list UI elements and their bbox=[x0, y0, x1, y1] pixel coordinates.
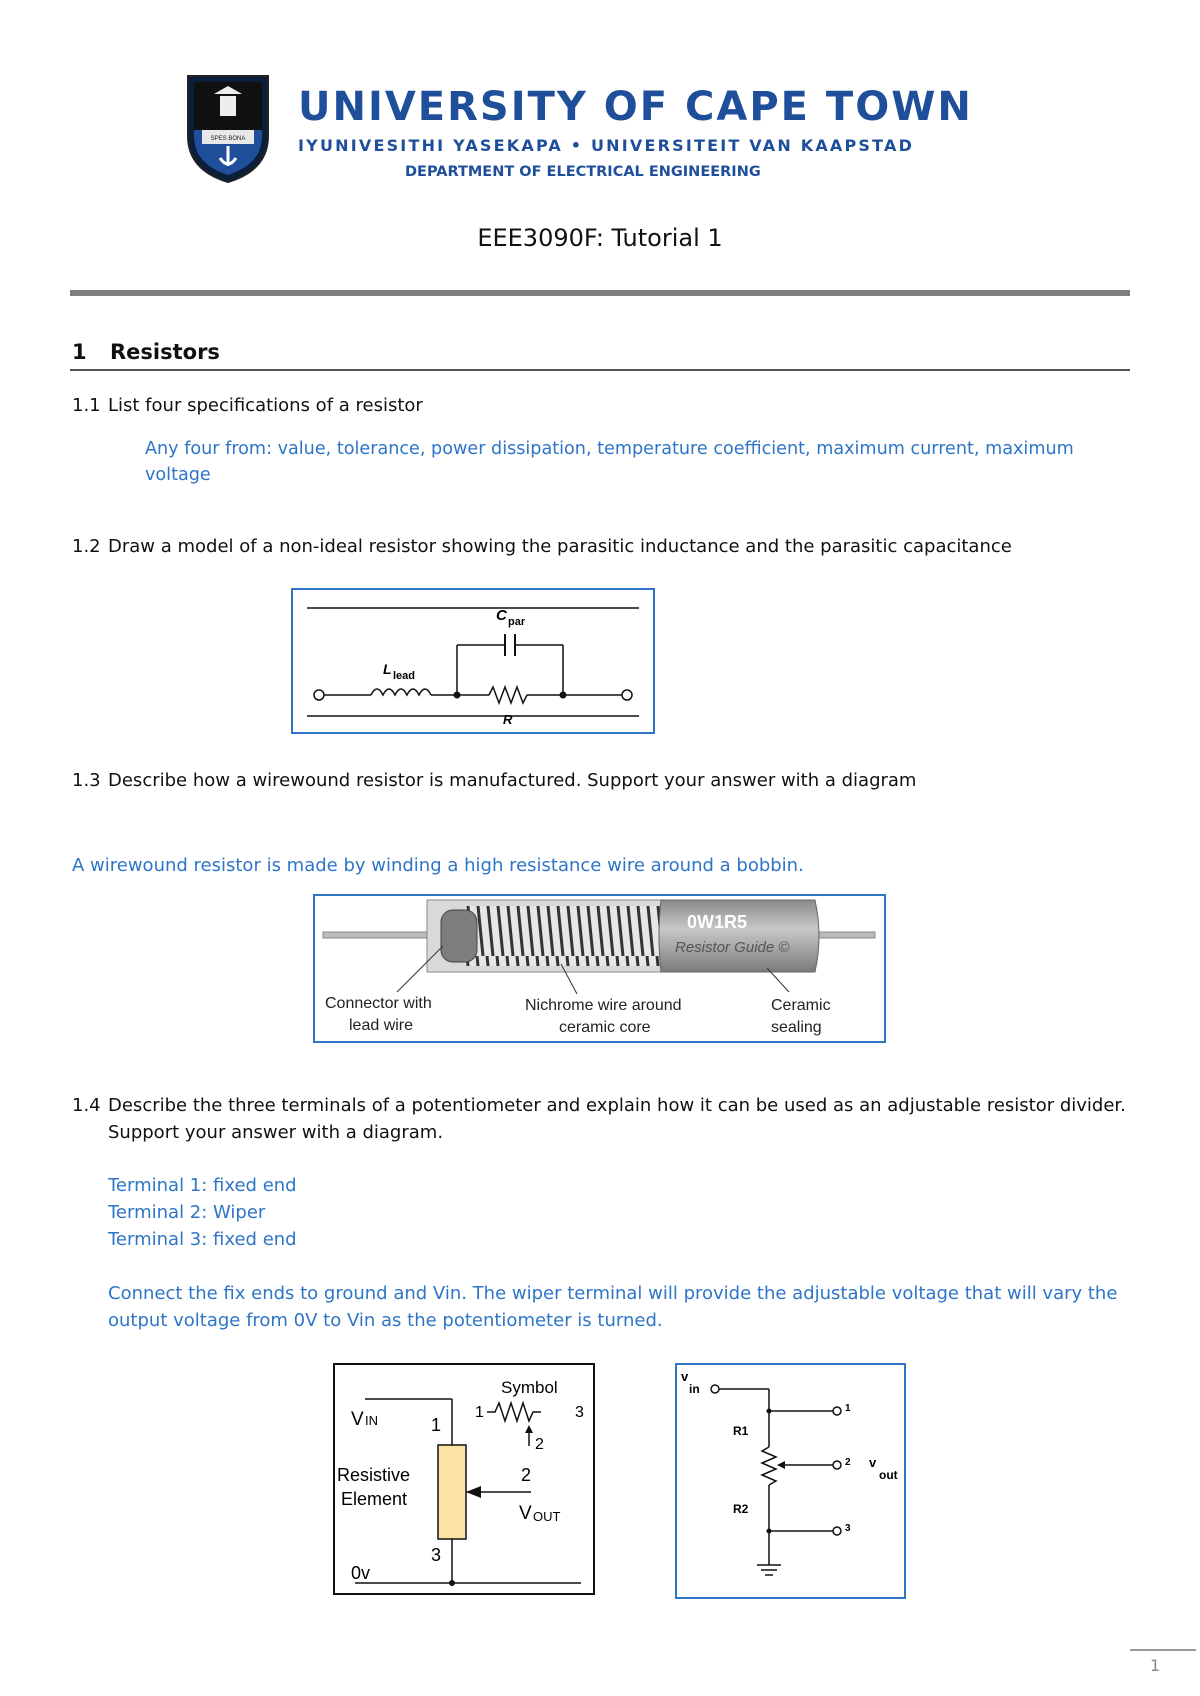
section-title: Resistors bbox=[110, 340, 220, 364]
university-subtitle: IYUNIVESITHI YASEKAPA • UNIVERSITEIT VAN KAAPSTAD bbox=[298, 136, 915, 155]
terminal-3-text: Terminal 3: fixed end bbox=[108, 1229, 297, 1250]
q1-1-number: 1.1 bbox=[72, 395, 101, 416]
connector-label1: Connector with bbox=[325, 995, 432, 1012]
q1-4-answer-line1: Connect the fix ends to ground and Vin. The wiper terminal will provide the adjustable voltage that will vary the bbox=[108, 1283, 1118, 1304]
q1-3-number: 1.3 bbox=[72, 770, 101, 791]
r-label: R bbox=[503, 712, 513, 727]
pot-terminal-1: 1 bbox=[431, 1415, 442, 1435]
nichrome-label1: Nichrome wire around bbox=[525, 997, 682, 1014]
terminal-2-text: Terminal 2: Wiper bbox=[108, 1202, 266, 1223]
pot-vin-label: V bbox=[351, 1409, 364, 1430]
cpar-label: C bbox=[496, 607, 507, 624]
q1-4-answer-line2: output voltage from 0V to Vin as the potentiometer is turned. bbox=[108, 1310, 663, 1331]
university-name: UNIVERSITY OF CAPE TOWN bbox=[298, 84, 973, 130]
q1-4-text-line1: Describe the three terminals of a potentiometer and explain how it can be used as an adjustable resistor divider. bbox=[108, 1095, 1126, 1116]
terminal-1-text: Terminal 1: fixed end bbox=[108, 1175, 297, 1196]
divider-node-1: 1 bbox=[845, 1403, 851, 1414]
q1-4-text-line2: Support your answer with a diagram. bbox=[108, 1122, 444, 1143]
pot-resistive-label1: Resistive bbox=[337, 1465, 411, 1485]
divider-node-2: 2 bbox=[845, 1457, 851, 1468]
divider-node-3: 3 bbox=[845, 1523, 851, 1534]
pot-vin-sub: IN bbox=[365, 1413, 378, 1428]
cpar-sub: par bbox=[508, 616, 526, 628]
divider-r1-label: R1 bbox=[733, 1424, 749, 1438]
divider-vin-sub: in bbox=[689, 1382, 700, 1396]
title-rule bbox=[70, 290, 1130, 296]
q1-1-answer-line2: voltage bbox=[145, 465, 211, 485]
potentiometer-figure bbox=[333, 1363, 595, 1595]
pot-zero-label: 0v bbox=[351, 1563, 371, 1583]
ceramic-label2: sealing bbox=[771, 1019, 822, 1036]
section-number: 1 bbox=[72, 340, 87, 364]
page-number: 1 bbox=[1150, 1656, 1161, 1675]
q1-4-number: 1.4 bbox=[72, 1095, 101, 1116]
pot-terminal-2: 2 bbox=[521, 1465, 532, 1485]
voltage-divider-figure bbox=[675, 1363, 906, 1599]
footer-rule bbox=[1130, 1649, 1196, 1651]
q1-1-answer-line1: Any four from: value, tolerance, power dissipation, temperature coefficient, maximum current, maximum bbox=[145, 439, 1074, 459]
crest-motto: SPES BONA bbox=[210, 136, 246, 142]
pot-symbol-label: Symbol bbox=[501, 1378, 558, 1397]
pot-vout-sub: OUT bbox=[533, 1509, 561, 1524]
nonideal-resistor-figure bbox=[291, 588, 655, 734]
wirewound-resistor-figure bbox=[313, 894, 886, 1043]
pot-symbol-t3: 3 bbox=[575, 1404, 584, 1421]
pot-symbol-t2: 2 bbox=[535, 1436, 544, 1453]
section-rule bbox=[70, 369, 1130, 371]
llead-label: L bbox=[383, 661, 392, 677]
q1-3-text: Describe how a wirewound resistor is manufactured. Support your answer with a diagram bbox=[108, 770, 917, 791]
department-name: DEPARTMENT OF ELECTRICAL ENGINEERING bbox=[405, 164, 761, 180]
page-title: EEE3090F: Tutorial 1 bbox=[477, 224, 723, 252]
divider-r2-label: R2 bbox=[733, 1502, 749, 1516]
pot-vout-label: V bbox=[519, 1503, 532, 1524]
wirewound-marking1: 0W1R5 bbox=[687, 912, 748, 932]
divider-vout-label: v bbox=[869, 1455, 877, 1470]
q1-3-answer: A wirewound resistor is made by winding a high resistance wire around a bobbin. bbox=[72, 855, 804, 876]
divider-vout-sub: out bbox=[879, 1468, 898, 1482]
pot-terminal-3: 3 bbox=[431, 1545, 442, 1565]
nichrome-label2: ceramic core bbox=[559, 1019, 651, 1036]
pot-resistive-label2: Element bbox=[341, 1489, 408, 1509]
ceramic-label1: Ceramic bbox=[771, 997, 831, 1014]
q1-1-text: List four specifications of a resistor bbox=[108, 395, 423, 416]
university-crest bbox=[186, 74, 270, 184]
q1-2-text: Draw a model of a non-ideal resistor showing the parasitic inductance and the parasitic capacitance bbox=[108, 536, 1012, 557]
wirewound-marking2: Resistor Guide © bbox=[675, 939, 790, 956]
divider-vin-label: v bbox=[681, 1369, 689, 1384]
pot-symbol-t1: 1 bbox=[475, 1404, 484, 1421]
q1-2-number: 1.2 bbox=[72, 536, 101, 557]
llead-sub: lead bbox=[393, 670, 416, 682]
connector-label2: lead wire bbox=[349, 1017, 414, 1034]
